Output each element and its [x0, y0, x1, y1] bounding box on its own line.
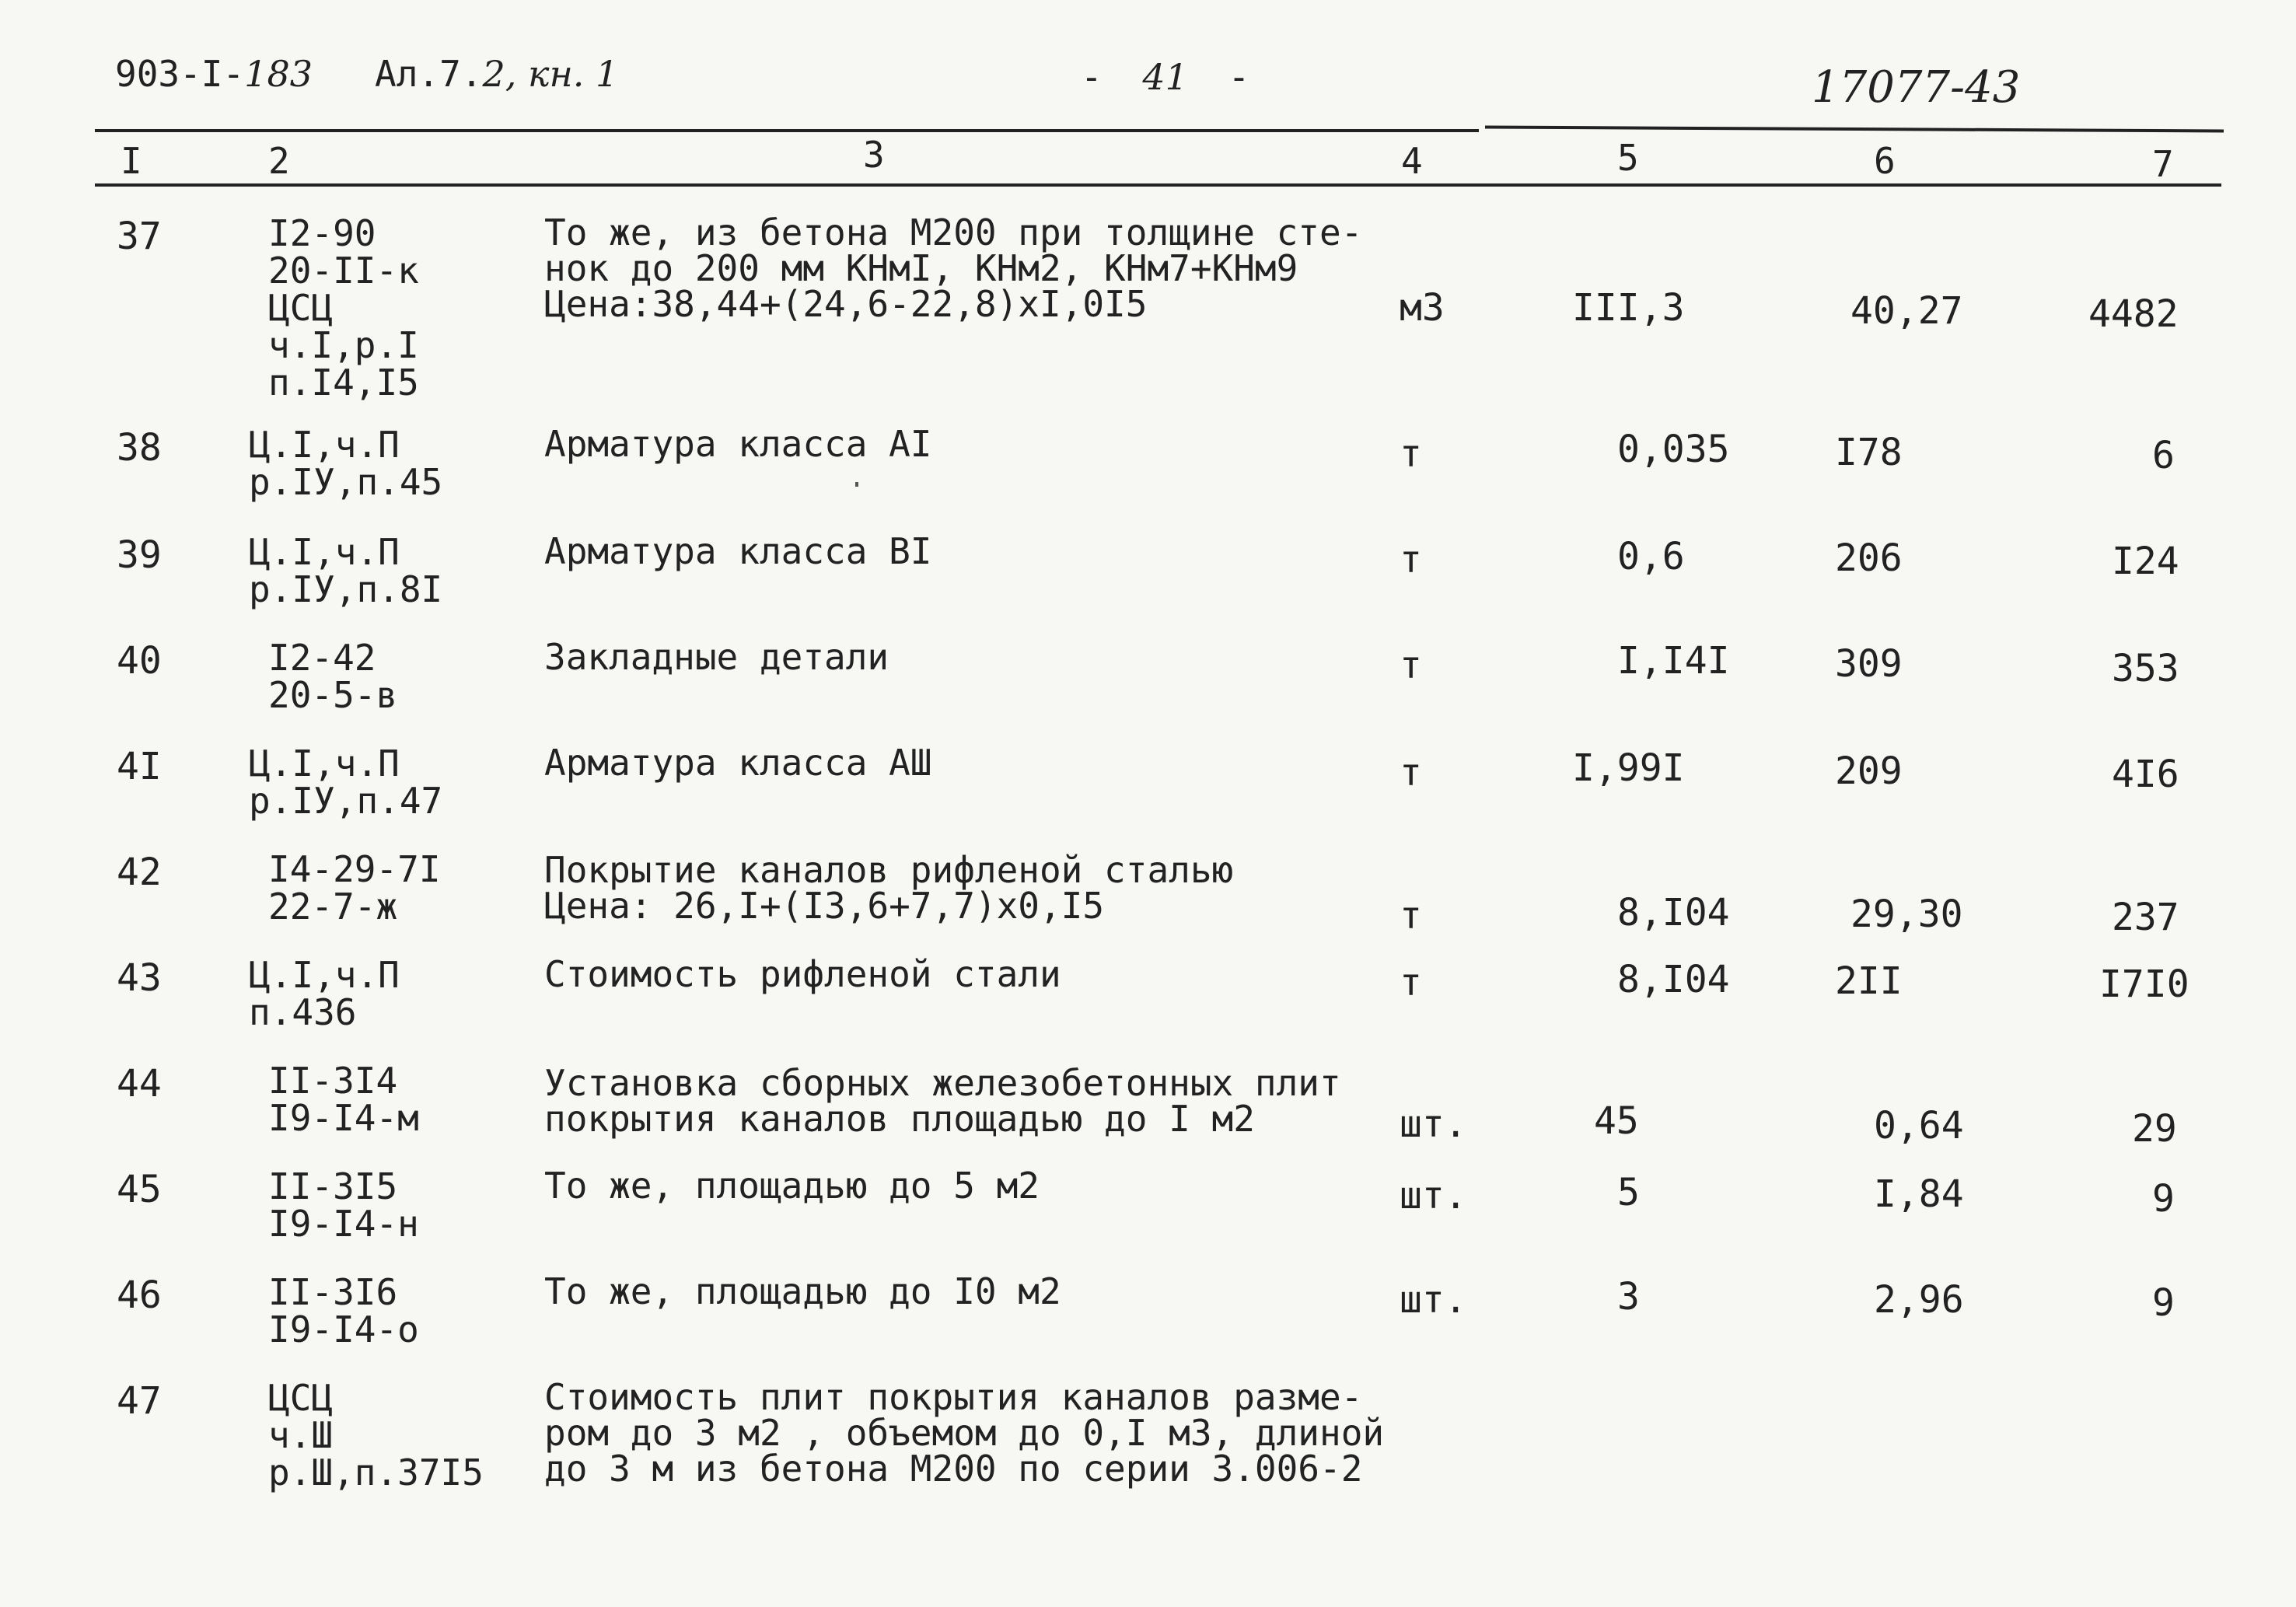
column-header-4: 4 [1401, 140, 1423, 182]
album-printed: Ал.7. [375, 53, 483, 95]
column-header-5: 5 [1617, 137, 1639, 179]
row-code: II-3I5 I9-I4-н [268, 1165, 419, 1245]
row-unit: т [1400, 432, 1422, 476]
row-price: 2II [1835, 959, 1903, 1003]
row-number: 44 [117, 1062, 162, 1106]
header-rule-top-right [1485, 126, 2224, 133]
row-code: Ц.I,ч.П р.IУ,п.47 [249, 742, 443, 822]
row-quantity: 45 [1594, 1099, 1639, 1143]
row-total: 6 [2152, 434, 2175, 477]
row-description: То же, площадью до I0 м2 [544, 1270, 1061, 1312]
row-price: 206 [1835, 536, 1903, 580]
series-printed: 903-I- [115, 53, 245, 95]
row-unit: т [1400, 961, 1422, 1004]
column-header-6: 6 [1874, 140, 1896, 182]
row-description: Закладные детали [544, 636, 889, 678]
row-number: 47 [117, 1379, 162, 1423]
row-price: I,84 [1874, 1172, 1964, 1216]
column-header-1: I [121, 140, 142, 182]
row-total: I24 [2112, 540, 2179, 583]
row-total: 29 [2132, 1107, 2177, 1151]
header-rule-top-left [95, 129, 1479, 132]
row-total: I7I0 [2099, 962, 2189, 1006]
row-unit: м3 [1400, 286, 1445, 330]
page-number [1081, 56, 1249, 98]
row-price: 0,64 [1874, 1104, 1964, 1148]
row-quantity: 8,I04 [1617, 958, 1730, 1001]
row-quantity: I,99I [1572, 746, 1685, 790]
row-number: 37 [117, 215, 162, 258]
row-unit: т [1400, 751, 1422, 795]
row-price: 309 [1835, 642, 1903, 686]
row-code: II-3I4 I9-I4-м [268, 1060, 419, 1139]
row-number: 46 [117, 1273, 162, 1317]
row-unit: шт. [1400, 1102, 1467, 1146]
row-unit: шт. [1400, 1278, 1467, 1322]
series-handwritten: 183 [244, 53, 313, 95]
page-number-handwritten: 41 [1142, 56, 1188, 98]
row-code: I2-90 20-II-к ЦСЦ ч.I,р.I п.I4,I5 [268, 212, 419, 403]
row-code: Ц.I,ч.П р.IУ,п.45 [249, 424, 443, 503]
row-unit: т [1400, 894, 1422, 938]
stray-mark [855, 482, 858, 487]
row-quantity: 3 [1617, 1275, 1640, 1319]
row-number: 42 [117, 851, 162, 894]
column-header-3: 3 [863, 134, 885, 176]
row-code: ЦСЦ ч.Ш р.Ш,п.37I5 [268, 1377, 484, 1493]
row-price: 209 [1835, 749, 1903, 793]
row-description: То же, площадью до 5 м2 [544, 1165, 1040, 1207]
series-code [115, 53, 313, 95]
row-price: I78 [1835, 431, 1903, 474]
row-number: 4I [117, 745, 162, 788]
page-dash-left: - [1081, 56, 1103, 98]
row-total: 4482 [2088, 292, 2179, 336]
row-total: 237 [2112, 896, 2179, 939]
row-number: 38 [117, 426, 162, 470]
row-quantity: I,I4I [1617, 639, 1730, 683]
row-description: Покрытие каналов рифленой сталью Цена: 26,I+(I3,6+7,7)х0,I5 [544, 849, 1234, 927]
row-description: Арматура класса АI [544, 423, 932, 465]
row-quantity: 0,6 [1617, 535, 1685, 578]
column-header-2: 2 [268, 140, 290, 182]
row-quantity: 0,035 [1617, 428, 1730, 471]
row-code: Ц.I,ч.П р.IУ,п.8I [249, 531, 443, 610]
album-code [375, 53, 618, 95]
row-quantity: III,3 [1572, 286, 1685, 330]
row-code: I4-29-7I 22-7-ж [268, 848, 441, 928]
row-code: Ц.I,ч.П п.436 [249, 954, 400, 1033]
row-number: 40 [117, 639, 162, 683]
row-price: 29,30 [1850, 893, 1963, 936]
row-description: То же, из бетона М200 при толщине сте- нок до 200 мм КНмI, КНм2, КНм7+КНм9 Цена:38,44+(24,6-22,8)хI,0I5 [544, 211, 1363, 325]
row-quantity: 8,I04 [1617, 891, 1730, 935]
row-number: 43 [117, 956, 162, 1000]
row-price: 2,96 [1874, 1278, 1964, 1322]
row-description: Установка сборных железобетонных плит покрытия каналов площадью до I м2 [544, 1062, 1341, 1140]
row-total: 9 [2152, 1177, 2175, 1221]
row-description: Арматура класса АШ [544, 742, 932, 784]
row-number: 45 [117, 1168, 162, 1211]
header-rule-bottom [95, 183, 2221, 187]
row-quantity: 5 [1617, 1171, 1640, 1214]
row-description: Стоимость рифленой стали [544, 953, 1061, 995]
row-price: 40,27 [1850, 289, 1963, 333]
row-unit: т [1400, 644, 1422, 687]
row-description: Стоимость плит покрытия каналов разме- ром до 3 м2 , объемом до 0,I м3, длиной до 3 м из бетона М200 по серии 3.006-2 [544, 1376, 1385, 1490]
row-unit: т [1400, 538, 1422, 582]
album-handwritten: 2, кн. 1 [482, 53, 619, 95]
row-code: I2-42 20-5-в [268, 637, 398, 716]
row-description: Арматура класса ВI [544, 530, 932, 572]
row-unit: шт. [1400, 1174, 1467, 1217]
page-dash-right: - [1228, 56, 1250, 98]
document-number: 17077-43 [1812, 62, 2021, 113]
row-total: 353 [2112, 647, 2179, 690]
row-code: II-3I6 I9-I4-о [268, 1271, 419, 1350]
column-header-7: 7 [2152, 143, 2174, 185]
row-total: 4I6 [2112, 753, 2179, 796]
row-total: 9 [2152, 1281, 2175, 1325]
row-number: 39 [117, 533, 162, 577]
